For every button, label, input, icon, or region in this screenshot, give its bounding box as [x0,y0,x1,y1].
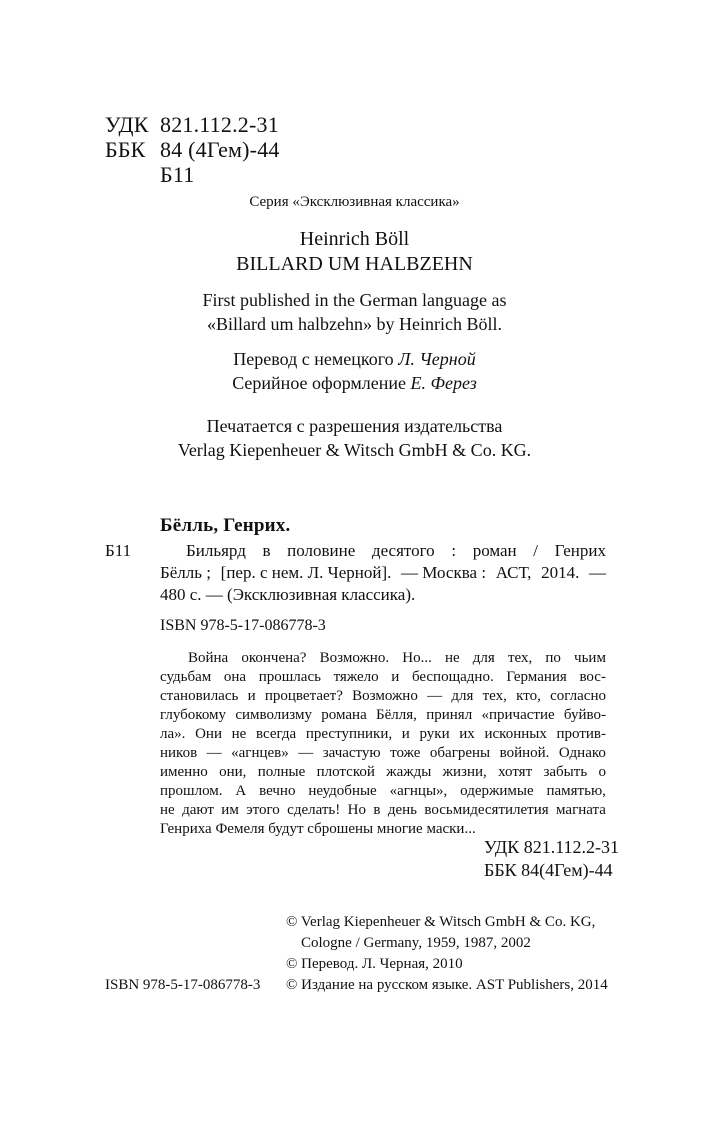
annotation-word: не [231,726,247,742]
copyright-line-1: © Verlag Kiepenheuer & Witsch GmbH & Co. KG, [286,914,596,930]
bib-author: Бёлль, Генрих. [160,515,291,536]
annotation-word: символизму [235,707,313,723]
bib-word: : [451,541,457,560]
annotation-word: магната [556,802,606,818]
annotation-word: окончена? [241,650,307,666]
translator-name: Л. Черной [398,349,476,369]
publication-note-line-1: First published in the German language as [202,290,507,310]
annotation-line [160,668,606,687]
annotation-word: Возможно [352,688,418,704]
annotation-word: тех, [507,650,533,666]
original-title: BILLARD UM HALBZEHN [236,253,473,275]
bib-code: Б11 [105,541,132,560]
annotation-word: романа [321,707,367,723]
annotation-word: и [401,726,410,742]
annotation-word: тоже [390,745,421,761]
bib-word: роман [472,541,517,560]
annotation-word: тех, [482,688,507,704]
annotation [160,649,606,820]
annotation-word: Возможно. [319,650,390,666]
annotation-word: памятью, [546,783,606,799]
annotation-word: о [598,764,606,780]
annotation-word: принял [426,707,473,723]
original-author: Heinrich Böll [299,228,410,250]
annotation-word: их [459,726,475,742]
annotation-word: для [451,688,474,704]
annotation-word: в [373,802,381,818]
annotation-word: преступники, [305,726,393,742]
annotation-word: А [235,783,247,799]
udk-value: 821.112.2-31 [160,112,279,137]
series-title: Серия «Эксклюзивная классика» [249,194,460,210]
bib-word: Генрих [554,541,606,560]
copyright-line-2: Cologne / Germany, 1959, 1987, 2002 [301,935,531,951]
annotation-word: кто, [516,688,541,704]
annotation-word: хотят [498,764,533,780]
annotation-word: войной. [499,745,550,761]
bib-word: Бильярд [186,541,246,560]
annotation-line [160,725,606,744]
annotation-word: согласно [550,688,606,704]
annotation-line [160,763,606,782]
annotation-word: дают [182,802,214,818]
annotation-word: против- [556,726,606,742]
bib-word: — [588,563,606,582]
annotation-line [160,801,606,820]
annotation-word: исконных [484,726,547,742]
designer-name: Е. Ферез [410,373,477,393]
annotation-word: восьмидесятилетия [424,802,549,818]
annotation-word: полные [257,764,306,780]
bbk-value: 84 (4Гем)-44 [160,137,280,162]
annotation-line [160,782,606,801]
annotation-word: Они [195,726,222,742]
annotation-word: тяжело [333,669,379,685]
bib-isbn: ISBN 978-5-17-086778-3 [160,617,326,634]
annotation-word: именно [160,764,208,780]
annotation-last-line: Генриха Фемеля будут сброшены многие маски... [160,821,476,837]
permission-line-1: Печатается с разрешения издательства [206,416,503,436]
publication-note-line-2: «Billard um halbzehn» by Heinrich Böll. [207,314,502,334]
annotation-line [160,687,606,706]
copyright-line-4: © Издание на русском языке. AST Publishers, 2014 [286,977,608,993]
annotation-line [160,649,606,668]
annotation-word: Но... [402,650,432,666]
annotation-word: Бёлля, [376,707,417,723]
annotation-word: глубокому [160,707,227,723]
udk-label: УДК [105,112,149,137]
annotation-word: руки [419,726,450,742]
annotation-word: они, [219,764,247,780]
bib-word: — Москва : [401,563,487,582]
annotation-word: прошлась [258,669,321,685]
bib-word: / [533,541,539,560]
bib-word: [пер. с нем. Л. Черной]. [220,563,392,582]
bib-word: десятого [371,541,435,560]
annotation-word: «агнцы», [389,783,448,799]
annotation-word: жизни, [442,764,487,780]
annotation-word: жажды [386,764,432,780]
bib-description-line-3: 480 с. — (Эксклюзивная классика). [160,585,416,604]
permission-line-2: Verlag Kiepenheuer & Witsch GmbH & Co. KG. [177,440,532,460]
annotation-word: им [221,802,239,818]
design-credit-prefix: Серийное оформление [232,373,411,393]
annotation-word: Но [347,802,366,818]
annotation-word: вечно [259,783,296,799]
copyright-isbn: ISBN 978-5-17-086778-3 [105,977,261,993]
annotation-word: беспощадно. [411,669,494,685]
annotation-word: вос- [579,669,606,685]
annotation-word: она [223,669,247,685]
bib-description-line-2 [160,563,606,583]
annotation-word: для [472,650,495,666]
annotation-word: Война [188,650,229,666]
bib-word: половине [287,541,356,560]
annotation-word: день [387,802,417,818]
annotation-word: и [391,669,400,685]
annotation-word: ников [160,745,198,761]
annotation-word: «агнцев» [231,745,289,761]
design-credit [0,373,709,394]
annotation-bbk: ББК 84(4Гем)-44 [484,860,613,880]
annotation-word: процветает? [264,688,343,704]
annotation-word: Однако [558,745,606,761]
annotation-line [160,706,606,725]
annotation-word: судьбам [160,669,212,685]
annotation-word: зачастую [322,745,381,761]
annotation-word: буйво- [563,707,606,723]
bbk-label: ББК [105,137,146,162]
annotation-word: становилась [160,688,239,704]
copyright-line-3: © Перевод. Л. Черная, 2010 [286,956,463,972]
annotation-word: не [160,802,175,818]
translation-credit [0,349,709,370]
annotation-word: сделать! [287,802,341,818]
annotation-word: всегда [256,726,297,742]
annotation-word: — [206,745,222,761]
bib-word: в [262,541,271,560]
annotation-line [160,744,606,763]
bib-description-line-1 [186,541,606,561]
annotation-udk: УДК 821.112.2-31 [484,837,620,857]
translation-credit-prefix: Перевод с немецкого [233,349,399,369]
annotation-word: чьим [574,650,606,666]
annotation-word: ла». [160,726,186,742]
annotation-word: не [444,650,460,666]
bib-word: АСТ, [495,563,532,582]
annotation-word: забыть [543,764,588,780]
annotation-word: прошлом. [160,783,223,799]
annotation-word: по [545,650,561,666]
annotation-word: «причастие [481,707,555,723]
annotation-word: Германия [506,669,567,685]
annotation-word: плотской [316,764,375,780]
annotation-word: одержимые [460,783,534,799]
annotation-word: и [247,688,256,704]
annotation-word: обагрены [429,745,491,761]
bib-word: Бёлль ; [160,563,211,582]
author-mark: Б11 [160,162,195,187]
annotation-word: этого [246,802,280,818]
annotation-word: — [298,745,314,761]
annotation-word: — [427,688,443,704]
annotation-word: неудобные [308,783,377,799]
bib-word: 2014. [541,563,580,582]
